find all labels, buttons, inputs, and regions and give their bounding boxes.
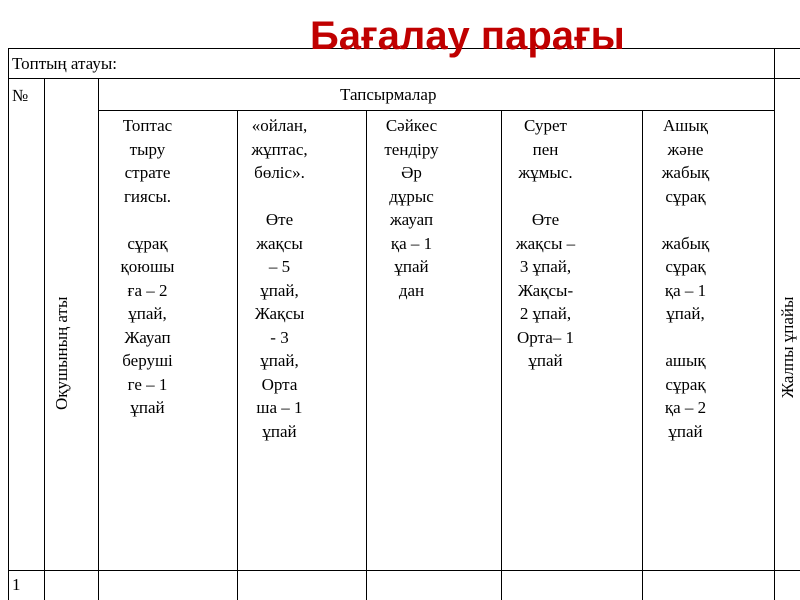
number-column-header: № <box>12 86 29 105</box>
table-name-column-border <box>98 78 99 600</box>
total-score-column-header: Жалпы ұпайы <box>778 296 797 398</box>
task-column-4-text: Сурет пен жұмыс. Өте жақсы – 3 ұпай, Жақсы- 2 ұпай, Орта– 1 ұпай <box>515 116 576 370</box>
task-column-5-text: Ашық және жабық сұрақ жабық сұрақ қа – 1 ұпай, ашық сұрақ қа – 2 ұпай <box>661 116 710 441</box>
page-title: Бағалау парағы <box>310 14 625 58</box>
task-column-3-text: Сәйкес тендіру Әр дұрыс жауап қа – 1 ұпай дан <box>384 116 439 300</box>
task-column-1-text: Топтас тыру страте гиясы. сұрақ қоюшы ға – 2 ұпай, Жауап беруші ге – 1 ұпай <box>120 116 175 417</box>
table-tasks-header-border <box>98 110 774 111</box>
table-first-row-border <box>8 570 800 571</box>
group-name-label: Топтың атауы: <box>12 54 117 73</box>
table-group-row-border <box>8 78 800 79</box>
row-number: 1 <box>12 575 21 594</box>
tasks-header: Тапсырмалар <box>340 85 437 104</box>
table-number-column-border <box>44 78 45 600</box>
table-total-column-border <box>774 48 775 600</box>
student-name-column-header: Оқушының аты <box>52 296 71 410</box>
table-left-border <box>8 48 9 600</box>
task-column-2-text: «ойлан, жұптас, бөліс». Өте жақсы – 5 ұпай, Жақсы - 3 ұпай, Орта ша – 1 ұпай <box>251 116 308 441</box>
